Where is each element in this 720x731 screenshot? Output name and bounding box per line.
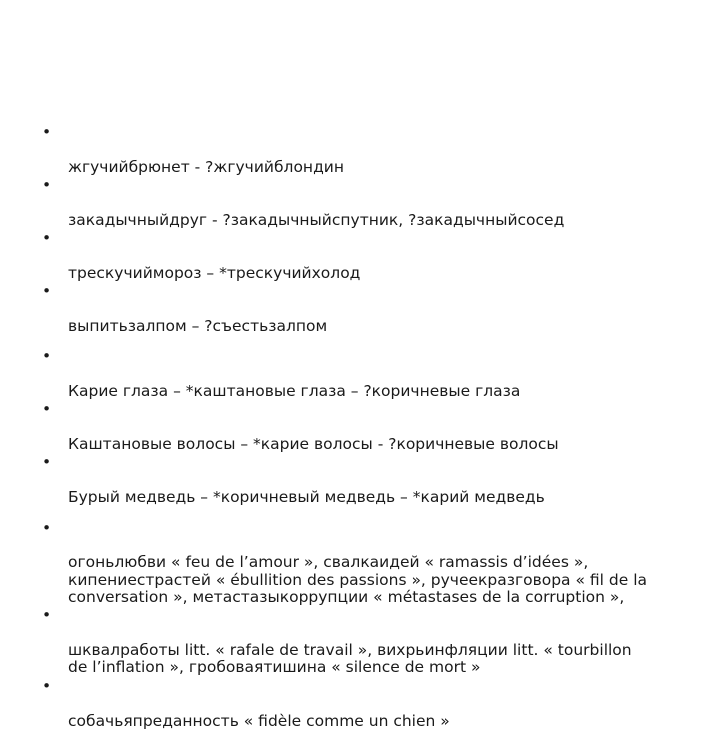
list-item-text: выпитьзалпом – ?съестьзалпом <box>68 316 328 335</box>
list-item <box>40 230 680 282</box>
bullet-icon: • <box>42 606 52 625</box>
list-item-text: огоньлюбви « feu de l’amour », свалкаидей « ramassis d’idées », кипениестрастей « ébullition des passions », ручеекразговора « fil de la conversation », метастазыкоррупции « métastases de la corruption », <box>68 553 647 606</box>
list-item <box>40 348 680 400</box>
list-item <box>40 520 680 607</box>
bullet-group-1 <box>40 124 680 335</box>
list-item-text: собачьяпреданность « fidèle comme un chien » <box>68 711 450 730</box>
list-item <box>40 124 680 176</box>
bullet-icon: • <box>42 123 52 141</box>
list-item-text: закадычныйдруг - ?закадычныйспутник, ?закадычныйсосед <box>68 210 565 229</box>
list-item <box>40 177 680 229</box>
bullet-icon: • <box>42 453 52 472</box>
list-item <box>40 607 680 676</box>
bullet-icon: • <box>42 347 52 366</box>
list-item-text: жгучийбрюнет - ?жгучийблондин <box>68 157 344 176</box>
bullet-group-3 <box>40 520 680 730</box>
list-item-text: шквалработы litt. « rafale de travail », вихрьинфляции litt. « tourbillon de l’inflation », гробоваятишина « silence de mort » <box>68 641 632 677</box>
bullet-icon: • <box>42 229 52 248</box>
list-item-text: Каштановые волосы – *карие волосы - ?коричневые волосы <box>68 435 559 454</box>
list-item-text: трескучиймороз – *трескучийхолод <box>68 263 361 282</box>
list-item <box>40 401 680 453</box>
bullet-icon: • <box>42 176 52 195</box>
bullet-icon: • <box>42 518 52 537</box>
list-item <box>40 283 680 335</box>
bullet-icon: • <box>42 400 52 419</box>
list-item <box>40 454 680 506</box>
slide-body <box>40 124 680 731</box>
list-item-text: Бурый медведь – *коричневый медведь – *карий медведь <box>68 488 545 507</box>
list-item <box>40 678 680 730</box>
bullet-icon: • <box>42 676 52 695</box>
list-item-text: Карие глаза – *каштановые глаза – ?коричневые глаза <box>68 382 521 401</box>
bullet-icon: • <box>42 282 52 301</box>
bullet-group-2 <box>40 348 680 506</box>
